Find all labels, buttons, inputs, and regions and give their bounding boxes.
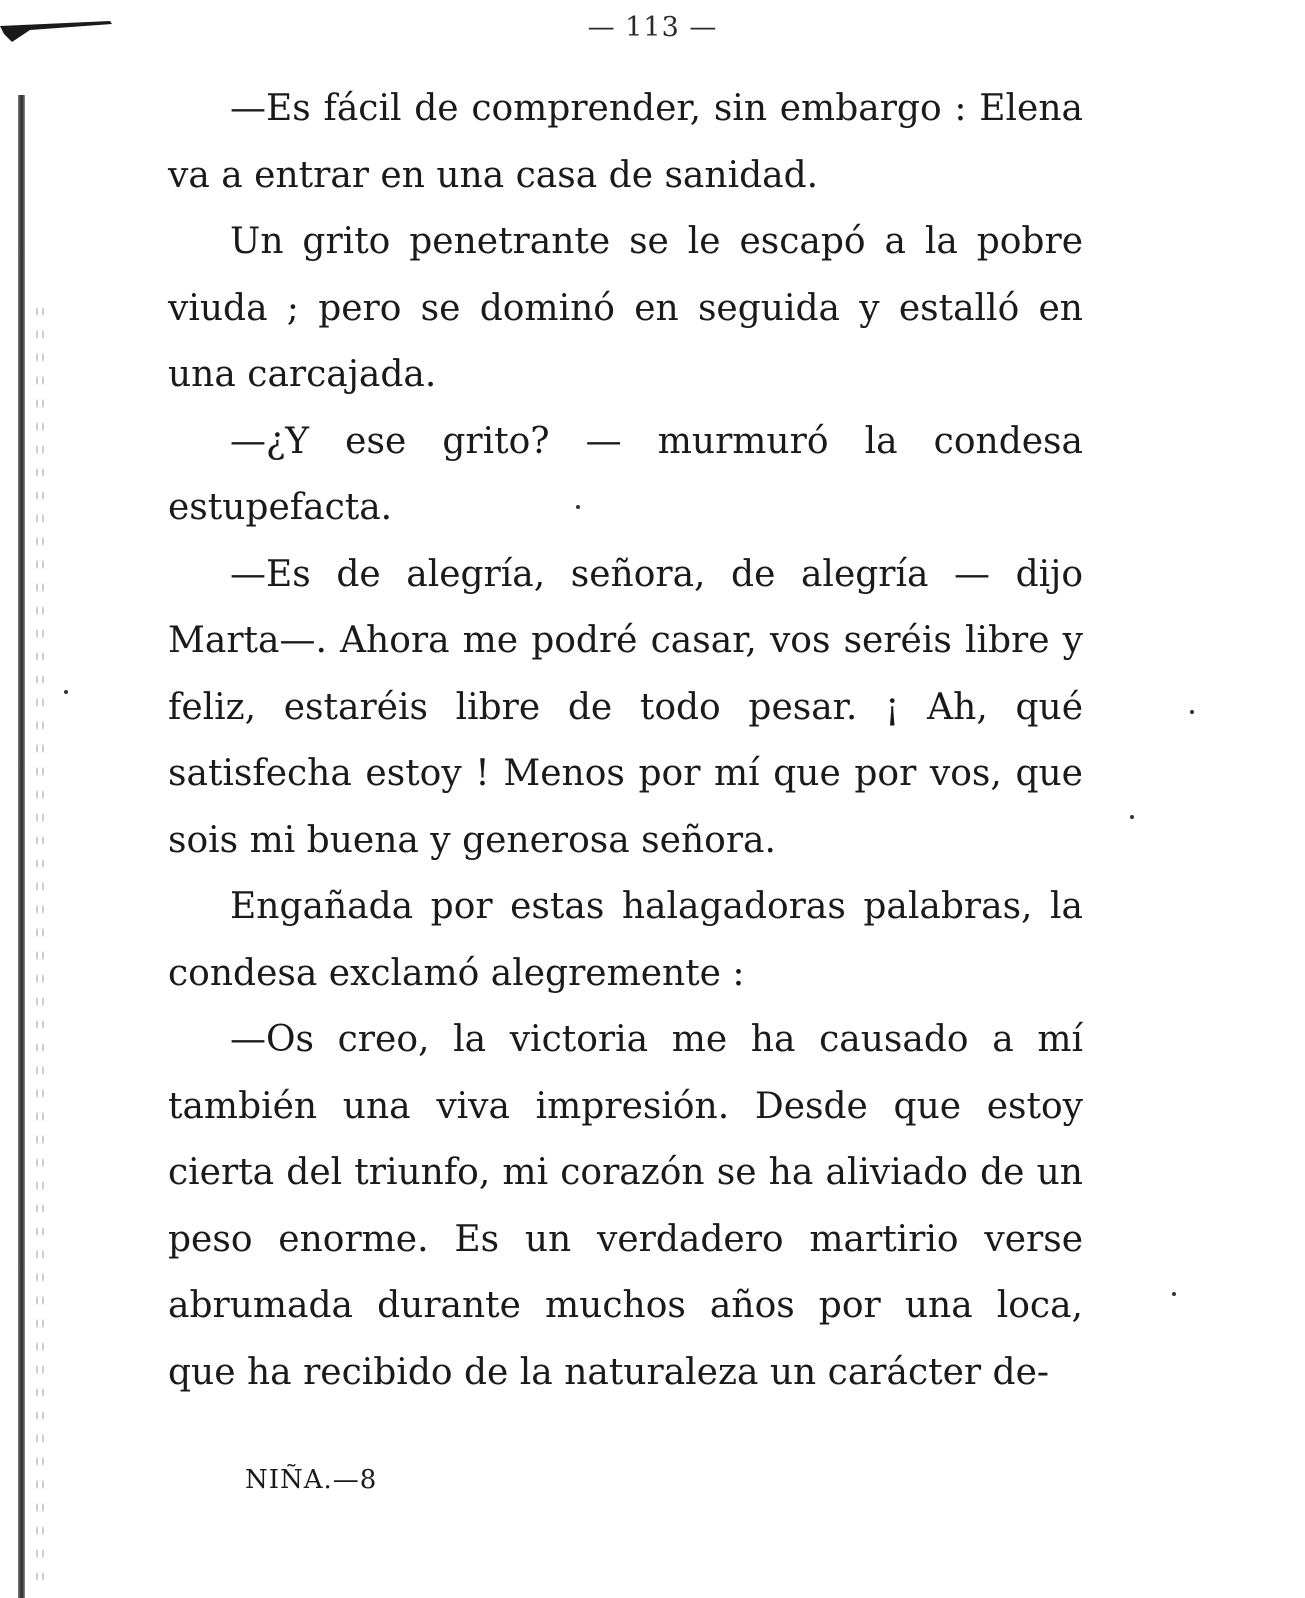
- print-speck: [1172, 1292, 1176, 1296]
- print-speck: [1130, 815, 1134, 819]
- paragraph-6: —Os creo, la victoria me ha causado a mí también una viva impresión. Desde que estoy cierta del triunfo, mi corazón se ha aliviado de un peso enorme. Es un verdadero martirio verse abrumada durante muchos años por una loca, que ha recibido de la naturaleza un carácter de-: [168, 1019, 1083, 1393]
- paragraph-1: —Es fácil de comprender, sin embargo : Elena va a entrar en una casa de sanidad.: [168, 88, 1083, 196]
- binding-gutter-speckle: [34, 300, 44, 1580]
- paragraph-2: Un grito penetrante se le escapó a la pobre viuda ; pero se dominó en seguida y estalló en una carcajada.: [168, 221, 1083, 395]
- binding-gutter-line: [18, 95, 25, 1598]
- signature-mark: NIÑA.—8: [245, 1465, 378, 1495]
- print-speck: [1190, 710, 1194, 714]
- print-speck: [576, 505, 580, 509]
- body-text: [168, 76, 1083, 1406]
- paragraph-5: Engañada por estas halagadoras palabras, la condesa exclamó alegremente :: [168, 886, 1083, 994]
- paragraph-3: —¿Y ese grito? — murmuró la condesa estupefacta.: [168, 420, 1083, 528]
- paragraph-4: —Es de alegría, señora, de alegría — dijo Marta—. Ahora me podré casar, vos seréis libre y feliz, estaréis libre de todo pesar. ¡ Ah, qué satisfecha estoy ! Menos por mí que por vos, que sois mi buena y generosa señora.: [168, 553, 1083, 861]
- print-speck: [64, 690, 68, 694]
- page-number: — 113 —: [587, 12, 718, 43]
